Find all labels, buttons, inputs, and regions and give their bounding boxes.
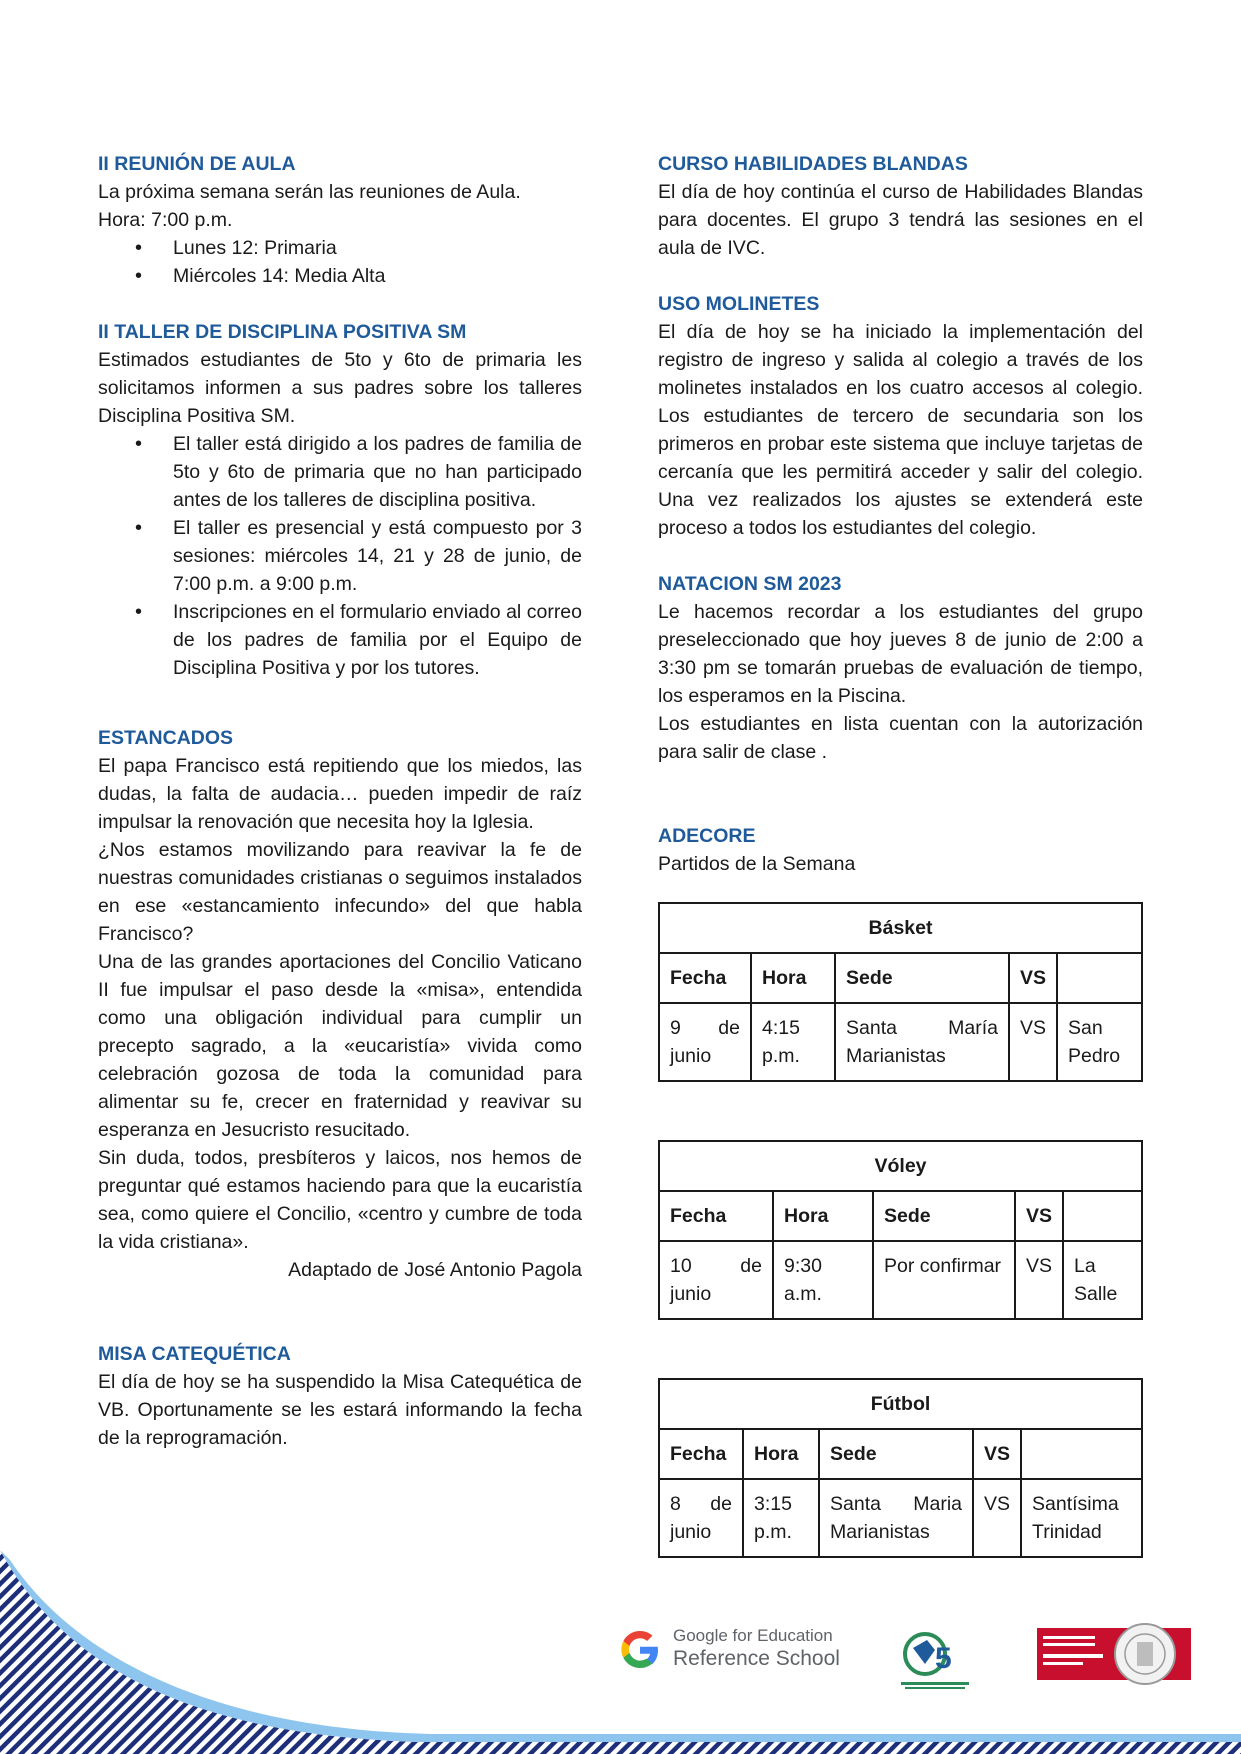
table-title: Vóley <box>659 1141 1142 1191</box>
table-row <box>659 1479 1142 1557</box>
reunion-list <box>98 234 582 290</box>
taller-intro: Estimados estudiantes de 5to y 6to de primaria les solicitamos informen a sus padres sobre los talleres Disciplina Positiva SM. <box>98 349 582 427</box>
cell-fecha: 8 de junio <box>659 1479 743 1557</box>
header-vs: VS <box>973 1429 1021 1479</box>
header-empty <box>1057 953 1142 1003</box>
reunion-title: II REUNIÓN DE AULA <box>98 153 296 175</box>
list-item: • El taller es presencial y está compuesto por 3 sesiones: miércoles 14, 21 y 28 de junio, de 7:00 p.m. a 9:00 p.m. <box>173 514 582 598</box>
adecore-subtitle: Partidos de la Semana <box>658 853 856 875</box>
curso-title: CURSO HABILIDADES BLANDAS <box>658 153 968 175</box>
header-fecha: Fecha <box>659 953 751 1003</box>
estancados-p1: El papa Francisco está repitiendo que los miedos, las dudas, la falta de audacia… pueden impedir de raíz impulsar la renovación que necesita hoy la Iglesia. <box>98 755 582 833</box>
footer-logos <box>0 1620 1241 1710</box>
misa-text: El día de hoy se ha suspendido la Misa Catequética de VB. Oportunamente se les estará informando la fecha de la reprogramación. <box>98 1371 582 1449</box>
pacto-educativo-logo-icon <box>895 1620 975 1692</box>
basket-table <box>658 902 1143 1082</box>
table-title: Básket <box>659 903 1142 953</box>
left-column <box>98 150 582 1452</box>
reunion-line1: La próxima semana serán las reuniones de Aula. <box>98 181 521 203</box>
misa-title: MISA CATEQUÉTICA <box>98 1343 291 1365</box>
header-hora: Hora <box>751 953 835 1003</box>
list-item: • Inscripciones en el formulario enviado al correo de los padres de familia por el Equipo de Disciplina Positiva y por los tutores. <box>173 598 582 682</box>
cell-vs: VS <box>1009 1003 1057 1081</box>
cell-sede: Santa María Marianistas <box>835 1003 1009 1081</box>
voley-table <box>658 1140 1143 1320</box>
cell-fecha: 9 de junio <box>659 1003 751 1081</box>
cell-sede: Santa Maria Marianistas <box>819 1479 973 1557</box>
header-fecha: Fecha <box>659 1429 743 1479</box>
table-row <box>659 1241 1142 1319</box>
google-logo-icon <box>620 1630 660 1670</box>
estancados-p2: ¿Nos estamos movilizando para reavivar la fe de nuestras comunidades cristianas o seguimos instalados en ese «estancamiento infecundo» del que habla Francisco? <box>98 839 582 945</box>
taller-title: II TALLER DE DISCIPLINA POSITIVA SM <box>98 321 467 343</box>
molinetes-text: El día de hoy se ha iniciado la implementación del registro de ingreso y salida al colegio a través de los molinetes instalados en los cuatro accesos al colegio. Los estudiantes de tercero de secundaria son los primeros en probar este sistema que incluye tarjetas de cercanía que les permitirá acceder y salir del colegio. Una vez realizados los ajustes se extenderá este proceso a todos los estudiantes del colegio. <box>658 321 1143 539</box>
cell-vs: VS <box>973 1479 1021 1557</box>
table-row <box>659 1003 1142 1081</box>
header-vs: VS <box>1009 953 1057 1003</box>
table-title: Fútbol <box>659 1379 1142 1429</box>
cell-rival: San Pedro <box>1057 1003 1142 1081</box>
cell-fecha: 10 de junio <box>659 1241 773 1319</box>
header-sede: Sede <box>873 1191 1015 1241</box>
svg-text:5: 5 <box>935 1642 952 1675</box>
molinetes-title: USO MOLINETES <box>658 293 820 315</box>
list-item: • Miércoles 14: Media Alta <box>173 262 582 290</box>
header-fecha: Fecha <box>659 1191 773 1241</box>
cell-hora: 9:30 a.m. <box>773 1241 873 1319</box>
taller-list <box>98 430 582 682</box>
header-sede: Sede <box>819 1429 973 1479</box>
futbol-table <box>658 1378 1143 1558</box>
google-for-education-text: Google for Education <box>673 1626 833 1645</box>
estancados-p3: Una de las grandes aportaciones del Concilio Vaticano II fue impulsar el paso desde la «misa», entendida como una obligación individual para cumplir un precepto sagrado, a la «eucaristía» vivida como celebración gozosa de toda la comunidad para alimentar su fe, crecer en fraternidad y reavivar su esperanza en Jesucristo resucitado. <box>98 951 582 1141</box>
cell-sede: Por confirmar <box>873 1241 1015 1319</box>
reunion-line2: Hora: 7:00 p.m. <box>98 209 233 231</box>
natacion-p2: Los estudiantes en lista cuentan con la autorización para salir de clase . <box>658 713 1143 763</box>
header-empty <box>1021 1429 1142 1479</box>
cell-hora: 3:15 p.m. <box>743 1479 819 1557</box>
header-sede: Sede <box>835 953 1009 1003</box>
header-empty <box>1063 1191 1142 1241</box>
natacion-title: NATACION SM 2023 <box>658 573 842 595</box>
header-hora: Hora <box>773 1191 873 1241</box>
estancados-p4: Sin duda, todos, presbíteros y laicos, nos hemos de preguntar qué estamos haciendo para que la eucaristía sea, como quiere el Concilio, «centro y cumbre de toda la vida cristiana». <box>98 1147 582 1253</box>
curso-text: El día de hoy continúa el curso de Habilidades Blandas para docentes. El grupo 3 tendrá las sesiones en el aula de IVC. <box>658 181 1143 259</box>
list-item: • Lunes 12: Primaria <box>173 234 582 262</box>
cell-hora: 4:15 p.m. <box>751 1003 835 1081</box>
cell-vs: VS <box>1015 1241 1063 1319</box>
header-vs: VS <box>1015 1191 1063 1241</box>
right-column <box>658 150 1143 1558</box>
cell-rival: Santísima Trinidad <box>1021 1479 1142 1557</box>
estancados-attribution: Adaptado de José Antonio Pagola <box>288 1259 582 1281</box>
natacion-p1: Le hacemos recordar a los estudiantes del grupo preseleccionado que hoy jueves 8 de junio de 2:00 a 3:30 pm se tomarán pruebas de evaluación de tiempo, los esperamos en la Piscina. <box>658 601 1143 707</box>
bureau-veritas-logo-icon <box>1037 1620 1191 1688</box>
header-hora: Hora <box>743 1429 819 1479</box>
reference-school-text: Reference School <box>673 1647 840 1670</box>
list-item: • El taller está dirigido a los padres de familia de 5to y 6to de primaria que no han participado antes de los talleres de disciplina positiva. <box>173 430 582 514</box>
estancados-title: ESTANCADOS <box>98 727 234 749</box>
adecore-title: ADECORE <box>658 825 756 847</box>
cell-rival: La Salle <box>1063 1241 1142 1319</box>
